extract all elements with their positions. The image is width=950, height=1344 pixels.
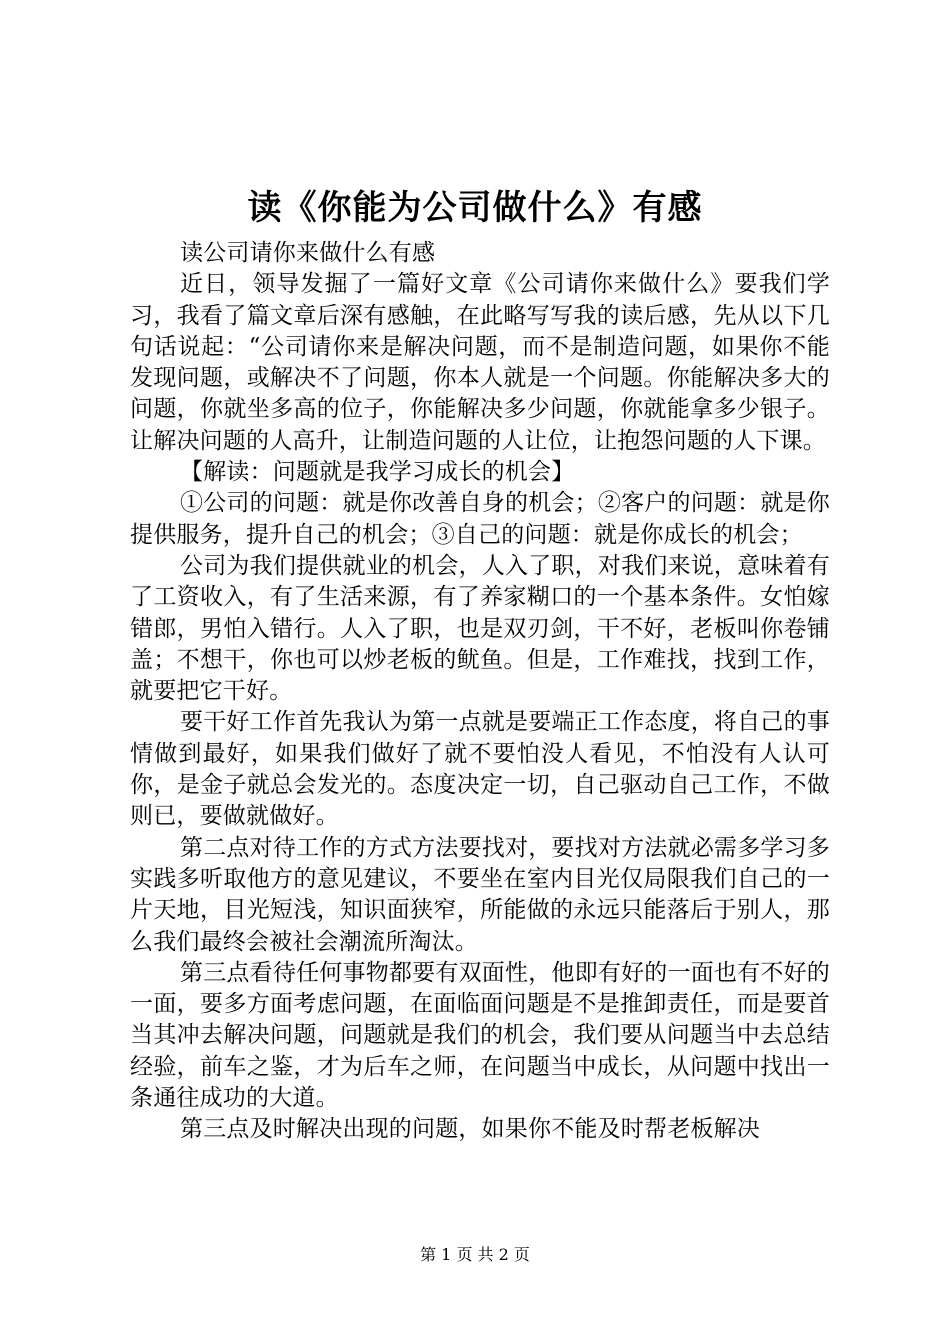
paragraph-point-two: 第二点对待工作的方式方法要找对，要找对方法就必需多学习多实践多听取他方的意见建议，不要坐在室内目光仅局限我们自己的一片天地，目光短浅，知识面狭窄，所能做的永远只能落后于别人，那么我们最终会被社会潮流所淘汰。 [130, 834, 830, 955]
paragraph-interpretation-heading: 【解读：问题就是我学习成长的机会】 [180, 459, 575, 486]
document-title: 读《你能为公司做什么》有感 [247, 188, 703, 228]
paragraph-point-one: 要干好工作首先我认为第一点就是要端正工作态度，将自己的事情做到最好，如果我们做好了就不要怕没人看见，不怕没有人认可你，是金子就总会发光的。态度决定一切，自己驱动自己工作，不做则已，要做就做好。 [130, 709, 830, 830]
paragraph-problem-list: ①公司的问题：就是你改善自身的机会；②客户的问题：就是你提供服务，提升自己的机会；③自己的问题：就是你成长的机会； [130, 490, 830, 548]
document-body [130, 238, 830, 1146]
paragraph-point-three: 第三点看待任何事物都要有双面性，他即有好的一面也有不好的一面，要多方面考虑问题，在面临面问题是不是推卸责任，而是要首当其冲去解决问题，问题就是我们的机会，我们要从问题当中去总结经验，前车之鉴，才为后车之师，在问题当中成长，从问题中找出一条通往成功的大道。 [130, 959, 830, 1112]
paragraph-point-three-continued: 第三点及时解决出现的问题，如果你不能及时帮老板解决 [180, 1116, 760, 1143]
paragraph-subtitle: 读公司请你来做什么有感 [180, 240, 436, 266]
paragraph-employment: 公司为我们提供就业的机会，人入了职，对我们来说，意味着有了工资收入，有了生活来源，有了养家糊口的一个基本条件。女怕嫁错郎，男怕入错行。人入了职，也是双刃剑，干不好，老板叫你卷铺盖；不想干，你也可以炒老板的鱿鱼。但是，工作难找，找到工作，就要把它干好。 [130, 552, 830, 705]
paragraph-intro: 近日，领导发掘了一篇好文章《公司请你来做什么》要我们学习，我看了篇文章后深有感触，在此略写写我的读后感，先从以下几句话说起：“公司请你来是解决问题，而不是制造问题，如果你不能发现问题，或解决不了问题，你本人就是一个问题。你能解决多大的问题，你就坐多高的位子，你能解决多少问题，你就能拿多少银子。让解决问题的人高升，让制造问题的人让位，让抱怨问题的人下课。 [130, 271, 830, 454]
page-number-footer: 第 1 页 共 2 页 [420, 1245, 530, 1264]
